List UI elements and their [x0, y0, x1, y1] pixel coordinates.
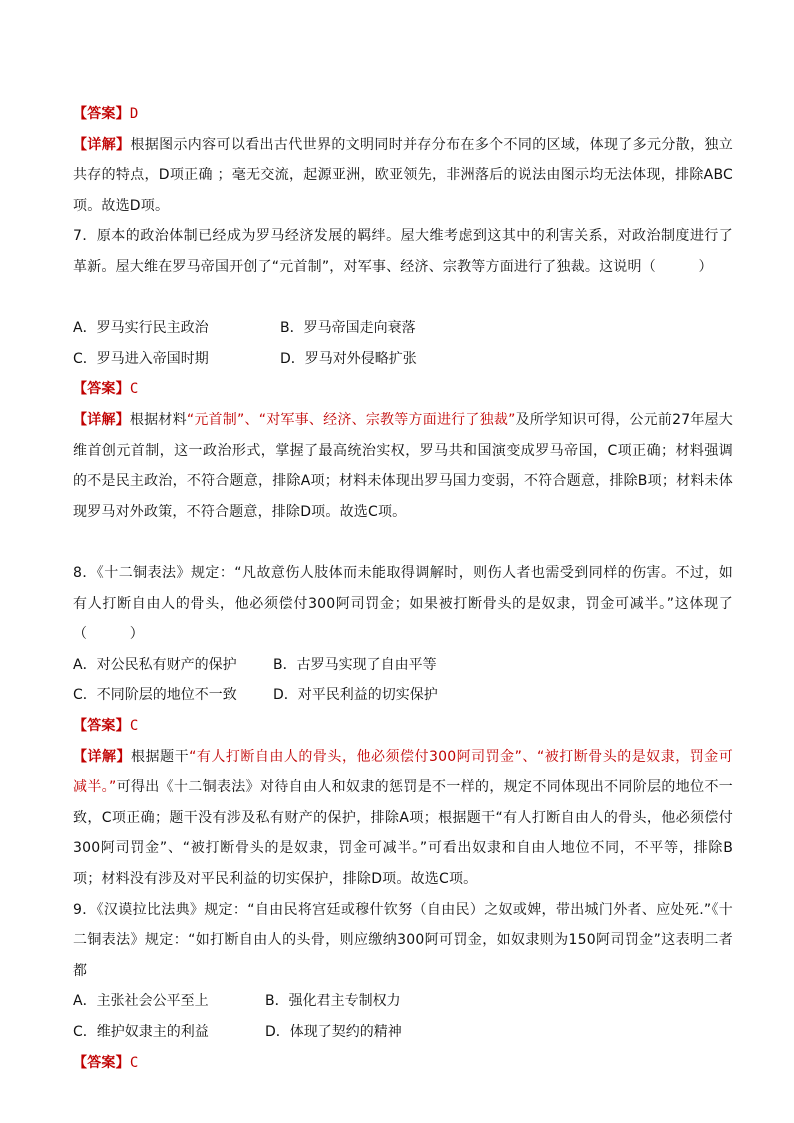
answer-value: C: [129, 1054, 139, 1071]
detail-paragraph: [73, 742, 733, 895]
option-a: A．罗马实行民主政治: [73, 320, 209, 337]
option-d: D．体现了契约的精神: [265, 1023, 402, 1040]
detail-text-pre: 根据材料: [129, 411, 187, 428]
question-9-stem: 9．《汉谟拉比法典》规定：“自由民将宫廷或穆什钦努（自由民）之奴或婢，带出城门外者、应处死.”《十二铜表法》规定：“如打断自由人的头骨，则应缴纳300阿可罚金，如奴隶则为150阿司罚金”这表明二者都: [73, 901, 733, 979]
answer-line: [73, 374, 733, 405]
option-a: A．对公民私有财产的保护: [73, 656, 237, 673]
answer-label: 【答案】: [73, 717, 130, 734]
option-b: B．强化君主专制权力: [265, 993, 401, 1010]
option-c: C．维护奴隶主的利益: [73, 1023, 209, 1040]
question-8-options-row-2: [73, 680, 733, 711]
detail-text: 根据图示内容可以看出古代世界的文明同时并存分布在多个不同的区域，体现了多元分散，独立共存的特点，D项正确 ；毫无交流，起源亚洲，欧亚领先，非洲落后的说法由图示均无法体现，排除ABC项。故选D项。: [73, 136, 733, 214]
option-b: B．罗马帝国走向衰落: [280, 320, 416, 337]
detail-quote: “对军事、经济、宗教等方面进行了独裁”: [258, 411, 516, 428]
detail-quote: “被打断骨头的是奴隶，罚金可减半。”: [73, 748, 733, 796]
answer-label: 【答案】: [73, 106, 130, 122]
detail-quote: “有人打断自由人的骨头，他必须偿付300阿司罚金”: [189, 748, 523, 765]
detail-text-pre: 根据题干: [131, 748, 190, 765]
detail-label: 【详解】: [73, 748, 132, 765]
answer-label: 【答案】: [73, 381, 130, 398]
answer-line: [73, 99, 733, 130]
detail-paragraph: [73, 405, 733, 558]
question-7-options-row-2: [73, 344, 733, 375]
answer-value: C: [129, 717, 139, 734]
question-9-options-row-1: [73, 986, 733, 1017]
question-7-options-row-1: [73, 313, 733, 344]
question-8-stem: 8．《十二铜表法》规定：“凡故意伤人肢体而未能取得调解时，则伤人者也需受到同样的伤害。不过，如有人打断自由人的骨头，他必须偿付300阿司罚金；如果被打断骨头的是奴隶，罚金可减半。”这体现了（ ）: [73, 564, 733, 643]
detail-quote: “元首制”: [186, 411, 245, 428]
option-c: C．罗马进入帝国时期: [73, 350, 209, 367]
option-d: D．对平民利益的切实保护: [273, 687, 438, 704]
option-c: C．不同阶层的地位不一致: [73, 687, 237, 704]
detail-label: 【详解】: [73, 136, 131, 153]
detail-text: 及所学知识可得，公元前27年屋大维首创元首制，这一政治形式，掌握了最高统治实权，罗马共和国演变成罗马帝国，C项正确；材料强调的不是民主政治，不符合题意，排除A项；材料未体现出罗马国力变弱，不符合题意，排除B项；材料未体现罗马对外政策，不符合题意，排除D项。故选C项。: [73, 411, 734, 520]
detail-separator: 、: [244, 411, 259, 428]
option-d: D．罗马对外侵略扩张: [280, 350, 417, 367]
detail-label: 【详解】: [73, 411, 130, 428]
answer-value: C: [129, 381, 139, 398]
option-b: B．古罗马实现了自由平等: [273, 656, 437, 673]
question-7-stem: 7．原本的政治体制已经成为罗马经济发展的羁绊。屋大维考虑到这其中的利害关系，对政治制度进行了革新。屋大维在罗马帝国开创了“元首制”，对军事、经济、宗教等方面进行了独裁。这说明（ ）: [73, 228, 733, 275]
question-8-options-row-1: [73, 650, 733, 681]
answer-value: D: [129, 106, 139, 122]
detail-paragraph: [73, 130, 733, 222]
option-a: A．主张社会公平至上: [73, 993, 209, 1010]
document-content: [73, 99, 733, 1078]
detail-separator: 、: [522, 748, 537, 765]
detail-text: 可得出《十二铜表法》对待自由人和奴隶的惩罚是不一样的，规定不同体现出不同阶层的地位不一致，C项正确；题干没有涉及私有财产的保护，排除A项；根据题干“有人打断自由人的骨头，他必须偿付300阿司罚金”、“被打断骨头的是奴隶，罚金可减半。”可看出奴隶和自由人地位不同，不平等，排除B项；材料没有涉及对平民利益的切实保护，排除D项。故选C项。: [73, 779, 733, 887]
question-9-options-row-2: [73, 1017, 733, 1048]
answer-line: [73, 1048, 733, 1079]
answer-line: [73, 711, 733, 742]
answer-label: 【答案】: [73, 1054, 130, 1071]
